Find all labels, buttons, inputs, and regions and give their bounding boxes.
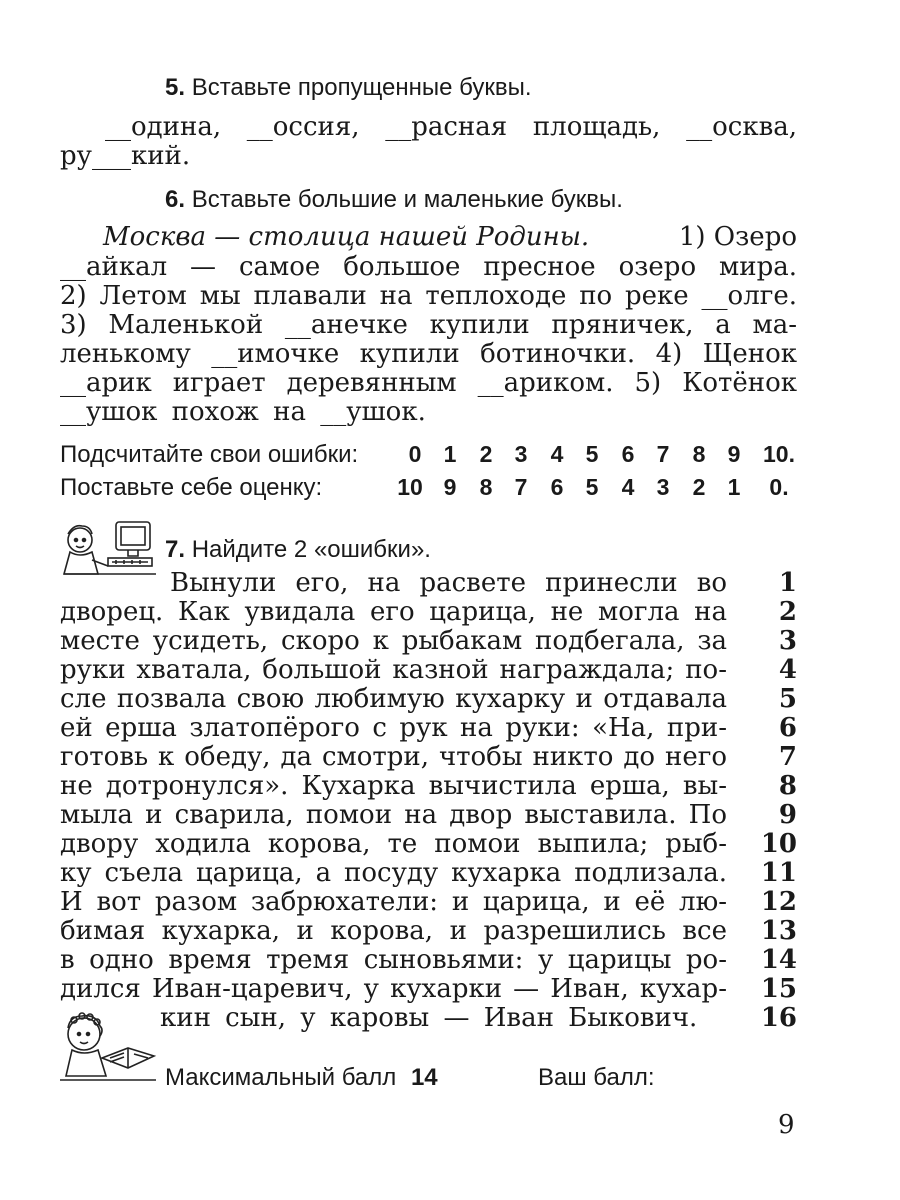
line-number: 8 [778,771,797,801]
task6-number: 6. [165,186,186,213]
text-line-content: в одно время тремя сыновьями: у царицы ро- [60,945,727,975]
text-line-content: бимая кухарка, и корова, и разрешились все [60,916,727,946]
grade-value: 4 [621,474,635,500]
task6-title: Вставьте большие и маленькие буквы. [191,186,623,213]
your-score-label: Ваш балл: [538,1064,655,1091]
text-line-content: не дотронулся». Кухарка вычистила ерша, вы- [60,771,727,801]
line-number: 9 [778,800,797,830]
grade-value: 10 [397,474,423,500]
task7-text [60,568,797,1048]
grade-value: 8 [479,474,493,500]
line-number: 11 [760,858,797,888]
task7-title: Найдите 2 «ошибки». [191,536,431,563]
text-line-content: дился Иван-царевич, у кухарки — Иван, кухар- [60,974,727,1004]
errors-value: 4 [550,441,564,467]
line-number: 15 [760,974,797,1004]
task6-heading [165,186,623,214]
text-line-content: ей ерша златопёрого с рук на руки: «На, при- [60,713,727,743]
max-score [165,1064,438,1092]
line-number: 1 [778,568,797,598]
grade-value: 7 [514,474,528,500]
task5-line-2: ру___кий. [60,141,191,171]
task5-line-1: __одина, __оссия, __расная площадь, __осква, [105,112,797,142]
max-score-label: Максимальный балл [165,1064,397,1091]
task5-number: 5. [165,74,186,101]
errors-value: 9 [727,441,741,467]
grade-value: 2 [692,474,706,500]
grade-value: 9 [443,474,457,500]
line-number: 4 [778,655,797,685]
task6-line-6: __арик играет деревянным __ариком. 5) Котёнок [60,368,797,398]
line-number: 10 [760,829,797,859]
task7-heading [165,536,431,564]
line-number: 13 [760,916,797,946]
grades-label: Поставьте себе оценку: [60,474,323,501]
your-score [538,1064,655,1092]
errors-value: 7 [656,441,670,467]
line-number: 5 [778,684,797,714]
text-line-content: ку съела царица, а посуду кухарка подлизала. [60,858,727,888]
errors-value: 6 [621,441,635,467]
text-line-content: сле позвала свою любимую кухарку и отдавала [60,684,727,714]
page-number: 9 [778,1110,795,1140]
grades-row [60,474,800,508]
text-line-content: дворец. Как увидала его царица, не могла на [60,597,727,627]
errors-value: 8 [692,441,706,467]
errors-row [60,441,800,475]
grade-value: 6 [550,474,564,500]
task5-heading [165,74,532,102]
line-number: 6 [778,713,797,743]
errors-value: 3 [514,441,528,467]
grade-value: 5 [585,474,599,500]
grade-value: 1 [727,474,741,500]
text-line-content: готовь к обеду, да смотри, чтобы никто до него [60,742,727,772]
task6-line-1 [103,222,797,252]
errors-label: Подсчитайте свои ошибки: [60,441,359,468]
line-number: 12 [760,887,797,917]
errors-value: 5 [585,441,599,467]
line-number: 14 [760,945,797,975]
errors-value: 1 [443,441,457,467]
task6-line-3: 2) Летом мы плавали на теплоходе по реке __олге. [60,281,797,311]
task6-line-1-tail: 1) Озеро [678,222,797,252]
grade-value: 0. [769,474,789,500]
errors-value: 10. [763,441,795,467]
text-line-content: месте усидеть, скоро к рыбакам подбегала, за [60,626,727,656]
task6-text [60,222,797,462]
text-line-content: Вынули его, на расвете принесли во [170,568,727,598]
line-number: 16 [760,1003,797,1033]
task6-line-5: ленькому __имочке купили ботиночки. 4) Щенок [60,339,797,369]
task7-number: 7. [165,536,186,563]
task6-line-2: __айкал — самое большое пресное озеро мира. [60,252,797,282]
errors-value: 2 [479,441,493,467]
task5-title: Вставьте пропущенные буквы. [191,74,532,101]
line-number: 3 [778,626,797,656]
grade-value: 3 [656,474,670,500]
text-line-content: кин сын, у каровы — Иван Быкович. [160,1003,698,1033]
text-line-content: руки хватала, большой казной награждала; по- [60,655,727,685]
child-reading-icon [52,1008,162,1088]
line-number: 2 [778,597,797,627]
errors-value: 0 [408,441,422,467]
text-line-content: И вот разом забрюхатели: и царица, и её лю- [60,887,727,917]
line-number: 7 [778,742,797,772]
task6-example: Москва — столица нашей Родины. [103,222,590,252]
max-score-value: 14 [410,1064,438,1091]
task6-line-7: __ушок похож на __ушок. [60,397,426,427]
text-line-content: мыла и сварила, помои на двор выставила. По [60,800,727,830]
text-line-content: двору ходила корова, те помои выпила; рыб- [60,829,727,859]
task6-line-4: 3) Маленькой __анечке купили пряничек, а ма- [60,310,797,340]
